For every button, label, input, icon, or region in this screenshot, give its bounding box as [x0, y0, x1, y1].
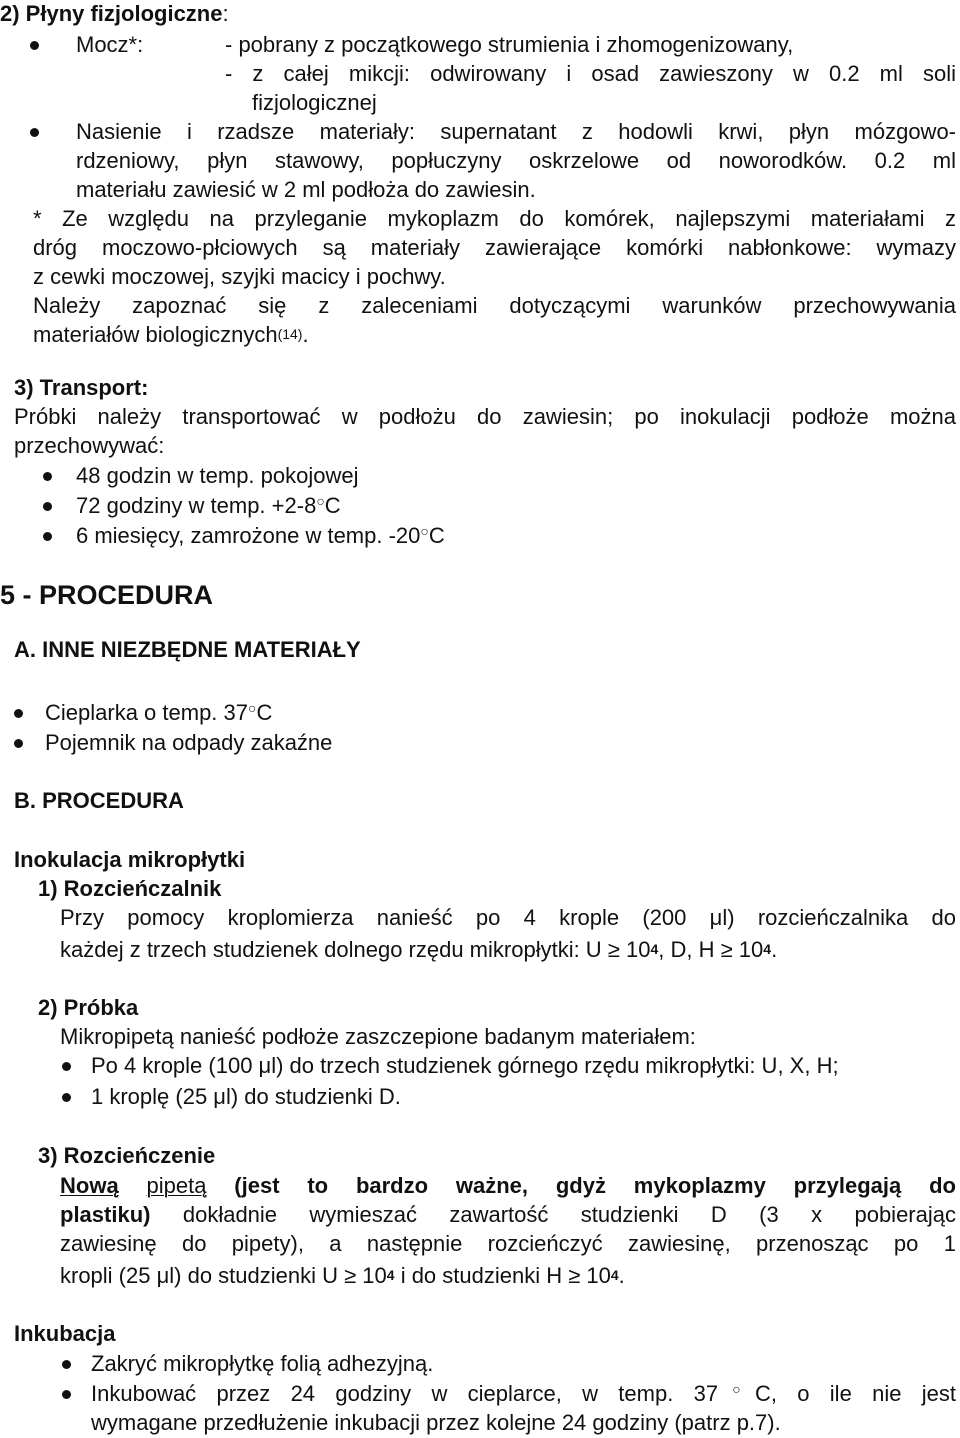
- storage-line: [33, 320, 309, 349]
- section-heading-procedure: 5 - PROCEDURA: [0, 580, 214, 610]
- transport-item: 48 godzin w temp. pokojowej: [76, 463, 359, 488]
- incubation-text: C, o ile nie jest: [754, 1381, 956, 1406]
- degree-symbol: ○: [718, 1381, 755, 1397]
- degree-symbol: ○: [420, 523, 429, 539]
- diluent-heading: 1) Rozcieńczalnik: [38, 876, 222, 901]
- urine-line: fizjologicznej: [252, 90, 377, 115]
- period: .: [302, 322, 309, 347]
- unit: C: [324, 493, 341, 518]
- dilution-line: [60, 1171, 956, 1200]
- transport-item: [76, 491, 341, 523]
- bullet: [43, 472, 52, 481]
- transport-item: [76, 521, 445, 553]
- bullet: [14, 709, 23, 718]
- incubation-text: Inkubować przez 24 godziny w cieplarce, w temp. 37: [91, 1381, 719, 1406]
- dilution-text: dokładnie wymieszać zawartość studzienki D (3 x pobierając: [182, 1202, 956, 1227]
- dilution-heading: 3) Rozcieńczenie: [38, 1143, 216, 1168]
- urine-line: - z całej mikcji: odwirowany i osad zawieszony w 0.2 ml soli: [225, 61, 956, 86]
- emphasis-text: (jest to bardzo ważne, gdyż mykoplazmy przylegają do: [234, 1173, 956, 1198]
- inoculation-heading: Inokulacja mikropłytki: [14, 847, 246, 872]
- incubation-item: [91, 1379, 956, 1411]
- semen-line: Nasienie i rzadsze materiały: supernatant z hodowli krwi, płyn mózgowo-: [76, 119, 956, 144]
- emphasis-text: plastiku): [60, 1202, 151, 1227]
- incubation-item: Zakryć mikropłytkę folią adhezyjną.: [91, 1351, 434, 1376]
- materials-item: [45, 698, 272, 730]
- bullet: [62, 1390, 71, 1399]
- sample-item: 1 kroplę (25 μl) do studzienki D.: [91, 1084, 401, 1109]
- heading-colon: :: [222, 1, 229, 26]
- transport-line: Próbki należy transportować w podłożu do zawiesin; po inokulacji podłoże można: [14, 404, 956, 429]
- storage-line: Należy zapoznać się z zaleceniami dotyczącymi warunków przechowywania: [33, 293, 956, 318]
- exponent: 4: [386, 1267, 395, 1283]
- dilution-text: kropli (25 μl) do studzienki U ≥ 10: [60, 1263, 387, 1288]
- incubation-item-continued: wymagane przedłużenie inkubacji przez kolejne 24 godziny (patrz p.7).: [91, 1410, 781, 1435]
- unit: C: [256, 700, 273, 725]
- sample-line: Mikropipetą nanieść podłoże zaszczepione badanym materiałem:: [60, 1024, 696, 1049]
- degree-symbol: ○: [316, 493, 325, 509]
- urine-line: - pobrany z początkowego strumienia i zhomogenizowany,: [225, 32, 794, 57]
- transport-item-text: 72 godziny w temp. +2-8: [76, 493, 317, 518]
- diluent-line: każdej z trzech studzienek dolnego rzędu mikropłytki: $U \ge 10^4$, D, $H \ge 10^4$.: [60, 937, 778, 962]
- sample-item: Po 4 krople (100 μl) do trzech studzienek górnego rzędu mikropłytki: U, X, H;: [91, 1053, 839, 1078]
- note-line: dróg moczowo-płciowych są materiały zawierające komórki nabłonkowe: wymazy: [33, 235, 956, 260]
- materials-item-text: Cieplarka o temp. 37: [45, 700, 248, 725]
- urine-label: Mocz*:: [76, 32, 144, 57]
- semen-line: rdzeniowy, płyn stawowy, popłuczyny oskrzelowe od noworodków. 0.2 ml: [76, 148, 956, 173]
- storage-text: materiałów biologicznych: [33, 322, 278, 347]
- procedure-subheading: B. PROCEDURA: [14, 788, 184, 813]
- bullet: [43, 532, 52, 541]
- semen-line: materiału zawiesić w 2 ml podłoża do zawiesin.: [76, 177, 536, 202]
- sample-heading: 2) Próbka: [38, 995, 139, 1020]
- bullet: [62, 1093, 71, 1102]
- bullet: [43, 502, 52, 511]
- materials-item: Pojemnik na odpady zakaźne: [45, 730, 333, 755]
- exponent: 4: [650, 941, 659, 957]
- diluent-text: , D, H ≥ 10: [658, 937, 764, 962]
- emphasis-new: Nową: [60, 1173, 119, 1198]
- dilution-line: zawiesinę do pipety), a następnie rozcieńczyć zawiesinę, przenosząc po 1: [60, 1231, 956, 1256]
- section-heading-fluids: [0, 0, 229, 28]
- diluent-line: Przy pomocy kroplomierza nanieść po 4 krople (200 μl) rozcieńczalnika do: [60, 905, 956, 930]
- dilution-text: i do studzienki H ≥ 10: [394, 1263, 611, 1288]
- transport-item-text: 6 miesięcy, zamrożone w temp. -20: [76, 523, 421, 548]
- incubation-heading: Inkubacja: [14, 1321, 116, 1346]
- bullet: [62, 1062, 71, 1071]
- unit: C: [428, 523, 445, 548]
- bullet: [30, 41, 39, 50]
- exponent: 4: [763, 941, 772, 957]
- diluent-text: każdej z trzech studzienek dolnego rzędu mikropłytki: U ≥ 10: [60, 937, 651, 962]
- bullet: [30, 128, 39, 137]
- bullet: [62, 1360, 71, 1369]
- note-line: * Ze względu na przyleganie mykoplazm do komórek, najlepszymi materiałami z: [33, 206, 956, 231]
- bullet: [14, 739, 23, 748]
- section-heading-transport: 3) Transport:: [14, 375, 149, 400]
- degree-symbol: ○: [248, 700, 257, 716]
- fluids-heading-text: 2) Płyny fizjologiczne: [0, 1, 223, 26]
- reference-number: (14): [277, 326, 303, 342]
- materials-heading: A. INNE NIEZBĘDNE MATERIAŁY: [14, 637, 361, 662]
- transport-line: przechowywać:: [14, 433, 165, 458]
- exponent: 4: [610, 1267, 619, 1283]
- note-line: z cewki moczowej, szyjki macicy i pochwy.: [33, 264, 446, 289]
- dilution-line: [60, 1200, 956, 1229]
- dilution-line: kropli (25 μl) do studzienki $U \ge 10^4$ i do studzienki $H \ge 10^4$.: [60, 1263, 625, 1288]
- pipette-word: pipetą: [146, 1173, 207, 1198]
